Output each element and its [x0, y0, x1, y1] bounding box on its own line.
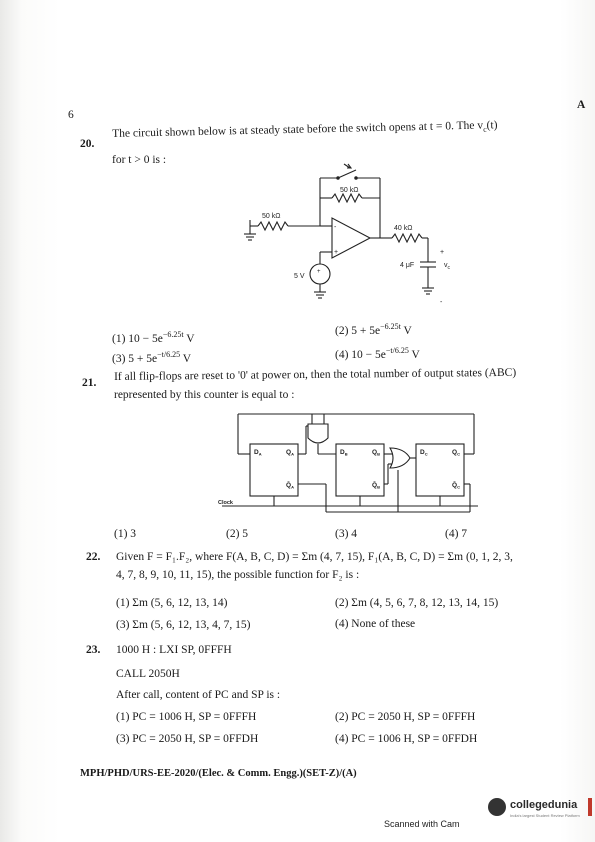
- q23-option-3[interactable]: (3) PC = 2050 H, SP = 0FFDH: [116, 733, 259, 745]
- q20-option-2[interactable]: (2) $5 + 5e^{-6.25t}$ V: [335, 322, 412, 337]
- vc-minus: -: [440, 299, 443, 306]
- q21-number: 21.: [82, 377, 97, 389]
- r-top-label: 50 kΩ: [340, 187, 359, 194]
- q22-text-line1: Given F = F₁.F₂, where F(A, B, C, D) = Σm (4, 7, 15), F₁(A, B, C, D) = Σm (0, 1, 2, 3,: [116, 551, 513, 563]
- opamp-minus: -: [334, 224, 337, 231]
- scanned-watermark: Scanned with Cam: [384, 819, 460, 829]
- logo-bar: [588, 798, 592, 816]
- page-number: 6: [68, 109, 74, 121]
- q23-line2: CALL 2050H: [116, 668, 180, 680]
- logo-tagline: India's largest Student Review Platform: [510, 813, 580, 818]
- q21-option-2[interactable]: (2) 5: [226, 528, 249, 540]
- q22-option-1[interactable]: (1) Σm (5, 6, 12, 13, 14): [116, 597, 228, 609]
- collegedunia-logo: [488, 796, 592, 824]
- ff-c-qbar: $Q̄_C$: [452, 482, 460, 490]
- r-out-label: 40 kΩ: [394, 225, 413, 232]
- logo-mark-icon: [488, 798, 506, 816]
- q23-line3: After call, content of PC and SP is :: [116, 689, 281, 701]
- q22-number: 22.: [86, 551, 101, 563]
- q21-option-3[interactable]: (3) 4: [335, 528, 358, 540]
- source-plus: +: [317, 269, 321, 275]
- vc-plus: +: [440, 249, 445, 256]
- q21-option-4[interactable]: (4) 7: [445, 528, 468, 540]
- opamp-plus: +: [334, 249, 339, 256]
- q20-option-1[interactable]: (1) $10 - 5e^{-6.25t}$ V: [112, 330, 195, 345]
- q22-option-2[interactable]: (2) Σm (4, 5, 6, 7, 8, 12, 13, 14, 15): [335, 597, 499, 609]
- q22-text-line2: 4, 7, 8, 9, 10, 11, 15), the possible function for F₂ is :: [116, 569, 360, 581]
- ff-a-d: $D_A$: [254, 449, 262, 457]
- ff-c-q: $Q_C$: [452, 449, 460, 457]
- ff-c-d: $D_C$: [420, 449, 428, 457]
- ff-b-qbar: $Q̄_B$: [372, 482, 380, 490]
- q21-text-line2: represented by this counter is equal to :: [114, 389, 295, 401]
- q23-option-4[interactable]: (4) PC = 1006 H, SP = 0FFDH: [335, 733, 478, 745]
- ff-a-q: $Q_A$: [286, 449, 294, 457]
- q22-option-3[interactable]: (3) Σm (5, 6, 12, 13, 4, 7, 15): [116, 619, 251, 631]
- q20-circuit-diagram: [240, 158, 470, 308]
- logo-text: collegedunia: [510, 799, 578, 811]
- footer-code: MPH/PHD/URS-EE-2020/(Elec. & Comm. Engg.)(SET-Z)/(A): [80, 768, 357, 779]
- clock-label: Clock: [218, 500, 233, 506]
- q21-option-1[interactable]: (1) 3: [114, 528, 137, 540]
- q23-line1: 1000 H : LXI SP, 0FFFH: [116, 644, 232, 656]
- cap-label: 4 μF: [400, 262, 415, 269]
- ff-a-qbar: $Q̄_A$: [286, 482, 294, 490]
- vc-label: $v_c$: [444, 262, 450, 271]
- q22-option-4[interactable]: (4) None of these: [335, 618, 416, 630]
- q20-text-line2: for t > 0 is :: [112, 154, 167, 166]
- set-letter: A: [577, 99, 586, 111]
- source-label: 5 V: [294, 273, 305, 280]
- q20-text-line1: The circuit shown below is at steady state before the switch opens at t = 0. The $v_c(t)$: [112, 119, 498, 140]
- q23-option-1[interactable]: (1) PC = 1006 H, SP = 0FFFH: [116, 711, 257, 723]
- ff-b-d: $D_B$: [340, 449, 348, 457]
- q20-number: 20.: [80, 138, 95, 150]
- q21-counter-diagram: [218, 408, 488, 518]
- q20-option-4[interactable]: (4) $10 - 5e^{-t/6.25}$ V: [335, 346, 420, 361]
- q20-option-3[interactable]: (3) $5 + 5e^{-t/6.25}$ V: [112, 350, 192, 365]
- q23-number: 23.: [86, 644, 101, 656]
- r-in-label: 50 kΩ: [262, 213, 281, 220]
- ff-b-q: $Q_B$: [372, 449, 380, 457]
- q23-option-2[interactable]: (2) PC = 2050 H, SP = 0FFFH: [335, 711, 476, 723]
- q21-text-line1: If all flip-flops are reset to '0' at power on, then the total number of output states (ABC): [114, 366, 517, 383]
